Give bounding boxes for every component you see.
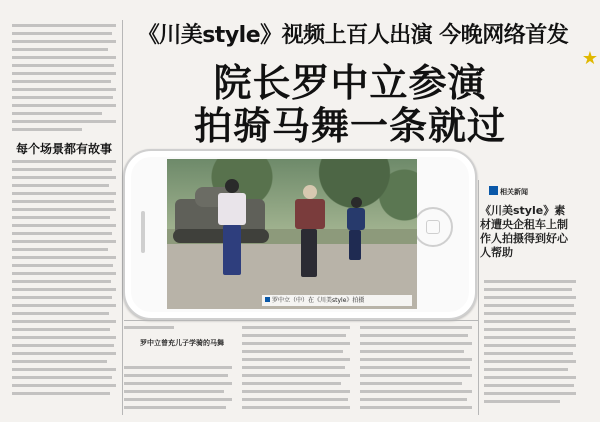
phone-speaker-graphic — [141, 211, 145, 253]
main-headline-line-2: 拍骑马舞一条就过 — [193, 104, 506, 148]
star-icon: ★ — [581, 48, 598, 69]
lower-subheading: 罗中立曾充儿子学骑的马舞 — [140, 339, 224, 347]
caption-marker-icon — [265, 297, 270, 302]
sidebar-body-text — [484, 280, 580, 415]
bottom-column-3 — [360, 326, 476, 418]
left-subheading: 每个场景都有故事 — [16, 142, 113, 156]
bottom-column-2 — [242, 326, 354, 418]
phone-home-button-icon — [413, 207, 453, 247]
phone-frame-graphic — [123, 149, 477, 320]
blue-square-icon — [489, 186, 498, 195]
sidebar-tag-text: 相关新闻 — [500, 188, 528, 196]
bottom-column-1-body — [124, 366, 236, 418]
sidebar-divider — [478, 180, 479, 415]
sidebar-tag — [489, 186, 528, 197]
photo-bottom-rule — [124, 320, 478, 321]
photo-caption — [262, 295, 412, 306]
kicker-headline: 《川美style》视频上百人出演 今晚网络首发 — [137, 23, 569, 48]
left-column-body — [12, 160, 120, 420]
sidebar-headline: 《川美style》素材遭央企租车上制作人拍摄得到好心人帮助 — [480, 204, 568, 259]
news-photo — [167, 159, 417, 309]
photo-caption-text: 罗中立（中）在《川美style》拍摄 — [272, 297, 365, 304]
tank-track-graphic — [173, 229, 269, 243]
main-headline-line-1: 院长罗中立参演 — [213, 61, 487, 105]
left-column-text — [12, 24, 120, 134]
